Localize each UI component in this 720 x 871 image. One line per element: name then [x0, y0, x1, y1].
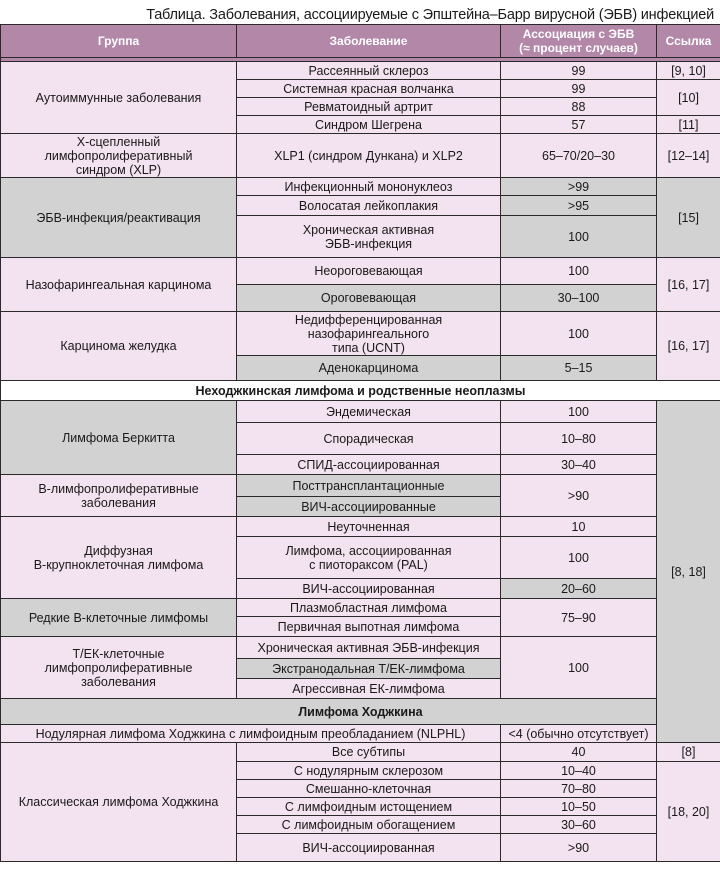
header-disease: Заболевание — [237, 25, 501, 58]
disease-cell: Ревматоидный артрит — [237, 98, 501, 116]
section-title: Лимфома Ходжкина — [1, 699, 720, 725]
table-row — [1, 517, 720, 537]
value-cell: 10–40 — [501, 762, 657, 780]
disease-cell: Все субтипы — [237, 743, 501, 762]
header-association: Ассоциация с ЭБВ (≈ процент случаев) — [501, 25, 657, 58]
table-row — [1, 258, 720, 285]
ref-cell: [11] — [657, 116, 720, 134]
group-cell: Диффузная В-крупноклеточная лимфома — [1, 517, 237, 599]
disease-cell: Хроническая активная ЭБВ-инфекция — [237, 637, 501, 659]
disease-cell: Лимфома, ассоциированная с пиотораксом (PAL) — [237, 537, 501, 579]
table-row — [1, 62, 720, 80]
disease-cell: Недифференцированная назофарингеального типа (UCNT) — [237, 312, 501, 356]
table-row — [1, 599, 720, 617]
value-cell: 30–40 — [501, 455, 657, 475]
table-row — [1, 725, 720, 743]
disease-cell: Плазмобластная лимфома — [237, 599, 501, 617]
disease-cell: XLP1 (синдром Дункана) и XLP2 — [237, 134, 501, 178]
table-row — [1, 475, 720, 497]
value-cell: 99 — [501, 62, 657, 80]
disease-cell: ВИЧ-ассоциированная — [237, 579, 501, 599]
disease-cell: Рассеянный склероз — [237, 62, 501, 80]
ref-cell: [18, 20] — [657, 762, 720, 862]
ref-cell: [15] — [657, 178, 720, 258]
group-cell: Т/ЕК-клеточные лимфопролиферативные заболевания — [1, 637, 237, 699]
value-cell: 100 — [501, 216, 657, 258]
ref-cell: [8] — [657, 743, 720, 762]
value-cell: 20–60 — [501, 579, 657, 599]
header-group: Группа — [1, 25, 237, 58]
group-cell: ЭБВ-инфекция/реактивация — [1, 178, 237, 258]
ref-cell: [16, 17] — [657, 258, 720, 312]
ref-cell: [9, 10] — [657, 62, 720, 80]
group-cell: Х-сцепленный лимфопролиферативный синдром (XLP) — [1, 134, 237, 178]
section-title: Неходжкинская лимфома и родственные неоплазмы — [1, 381, 720, 401]
value-cell: >90 — [501, 834, 657, 862]
disease-cell: Ороговевающая — [237, 285, 501, 312]
value-cell: 100 — [501, 258, 657, 285]
header-reference: Ссылка — [657, 25, 720, 58]
value-cell: 88 — [501, 98, 657, 116]
disease-cell: Неуточненная — [237, 517, 501, 537]
value-cell: 10 — [501, 517, 657, 537]
disease-cell: Эндемическая — [237, 401, 501, 423]
disease-cell: Хроническая активная ЭБВ-инфекция — [237, 216, 501, 258]
group-cell: Нодулярная лимфома Ходжкина с лимфоидным преобладанием (NLPHL) — [1, 725, 501, 743]
value-cell: 40 — [501, 743, 657, 762]
ref-cell: [10] — [657, 80, 720, 116]
value-cell: 10–80 — [501, 423, 657, 455]
value-cell: 100 — [501, 637, 657, 699]
group-cell: В-лимфопролиферативные заболевания — [1, 475, 237, 517]
table-row — [1, 134, 720, 178]
group-cell: Назофарингеальная карцинома — [1, 258, 237, 312]
table-row — [1, 401, 720, 423]
table-row — [1, 312, 720, 356]
group-cell: Классическая лимфома Ходжкина — [1, 743, 237, 862]
group-cell: Аутоиммунные заболевания — [1, 62, 237, 134]
value-cell: 57 — [501, 116, 657, 134]
disease-cell: ВИЧ-ассоциированная — [237, 834, 501, 862]
section-row — [1, 699, 720, 725]
value-cell: 70–80 — [501, 780, 657, 798]
disease-cell: Волосатая лейкоплакия — [237, 196, 501, 216]
disease-cell: Неороговевающая — [237, 258, 501, 285]
disease-cell: С нодулярным склерозом — [237, 762, 501, 780]
value-cell: 100 — [501, 537, 657, 579]
value-cell: 100 — [501, 401, 657, 423]
ref-cell: [16, 17] — [657, 312, 720, 381]
group-cell: Лимфома Беркитта — [1, 401, 237, 475]
disease-cell: Спорадическая — [237, 423, 501, 455]
value-cell: >90 — [501, 475, 657, 517]
value-cell: 5–15 — [501, 356, 657, 381]
value-cell: 100 — [501, 312, 657, 356]
ref-cell: [12–14] — [657, 134, 720, 178]
value-cell: 10–50 — [501, 798, 657, 816]
group-cell: Редкие В-клеточные лимфомы — [1, 599, 237, 637]
ref-cell: [8, 18] — [657, 401, 720, 743]
disease-cell: Синдром Шегрена — [237, 116, 501, 134]
value-cell: >95 — [501, 196, 657, 216]
table-row — [1, 178, 720, 196]
disease-cell: СПИД-ассоциированная — [237, 455, 501, 475]
value-cell: 65–70/20–30 — [501, 134, 657, 178]
disease-cell: Инфекционный мононуклеоз — [237, 178, 501, 196]
disease-cell: Смешанно-клеточная — [237, 780, 501, 798]
disease-cell: С лимфоидным истощением — [237, 798, 501, 816]
disease-cell: Агрессивная ЕК-лимфома — [237, 679, 501, 699]
table-caption: Таблица. Заболевания, ассоциируемые с Эпштейна–Барр вирусной (ЭБВ) инфекцией — [146, 7, 714, 23]
disease-cell: Посттрансплантационные — [237, 475, 501, 497]
disease-cell: С лимфоидным обогащением — [237, 816, 501, 834]
disease-cell: Аденокарцинома — [237, 356, 501, 381]
value-cell: 30–60 — [501, 816, 657, 834]
disease-cell: Экстранодальная Т/ЕК-лимфома — [237, 659, 501, 679]
value-cell: 30–100 — [501, 285, 657, 312]
disease-cell: Системная красная волчанка — [237, 80, 501, 98]
value-cell: >99 — [501, 178, 657, 196]
disease-cell: Первичная выпотная лимфома — [237, 617, 501, 637]
ebv-disease-table — [0, 24, 720, 862]
value-cell: 75–90 — [501, 599, 657, 637]
group-cell: Карцинома желудка — [1, 312, 237, 381]
table-row — [1, 743, 720, 762]
table-row — [1, 637, 720, 659]
value-cell: 99 — [501, 80, 657, 98]
disease-cell: ВИЧ-ассоциированные — [237, 497, 501, 517]
value-cell: <4 (обычно отсутствует) — [501, 725, 657, 743]
section-row — [1, 381, 720, 401]
